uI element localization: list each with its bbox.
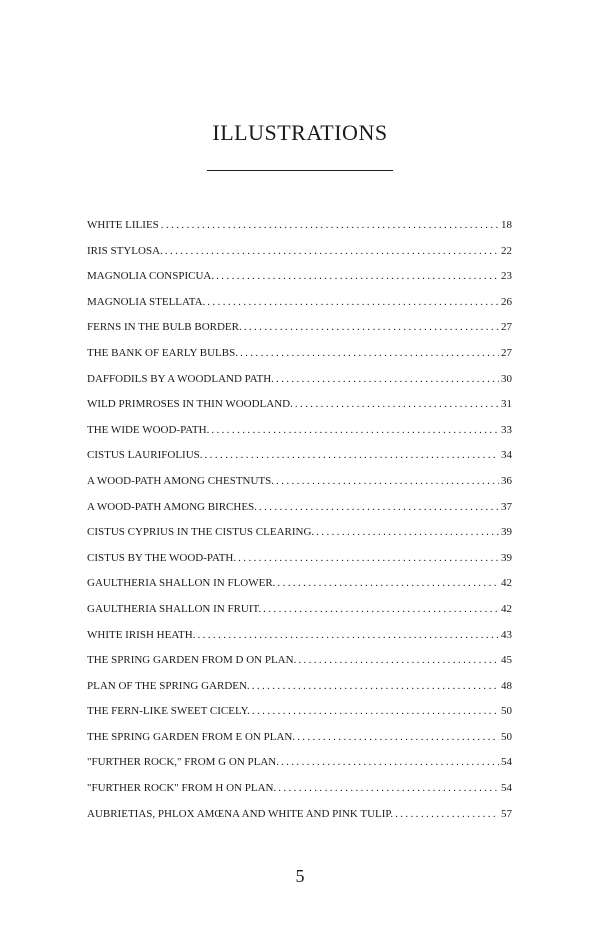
entry-title: A WOOD-PATH AMONG BIRCHES.	[87, 500, 257, 513]
list-item	[87, 216, 512, 242]
dot-leader	[165, 242, 499, 260]
list-item	[87, 600, 512, 626]
dot-leader	[211, 421, 499, 439]
dot-leader	[216, 267, 499, 285]
list-item	[87, 446, 512, 472]
dot-leader	[298, 651, 499, 669]
entry-page-number: 45	[501, 654, 512, 667]
list-item	[87, 370, 512, 396]
list-item	[87, 472, 512, 498]
entry-page-number: 30	[501, 372, 512, 385]
dot-leader	[297, 728, 499, 746]
dot-leader	[252, 677, 499, 695]
dot-leader	[316, 523, 499, 541]
entry-page-number: 39	[501, 551, 512, 564]
illustrations-list	[87, 216, 512, 830]
entry-title: FERNS IN THE BULB BORDER.	[87, 321, 242, 334]
list-item	[87, 421, 512, 447]
list-item	[87, 728, 512, 754]
list-item	[87, 293, 512, 319]
entry-title: WILD PRIMROSES IN THIN WOODLAND.	[87, 398, 293, 411]
entry-title: CISTUS LAURIFOLIUS.	[87, 449, 203, 462]
dot-leader	[259, 498, 499, 516]
entry-title: AUBRIETIAS, PHLOX AMŒNA AND WHITE AND PINK TULIP.	[87, 807, 394, 820]
entry-page-number: 18	[501, 219, 512, 231]
list-item	[87, 267, 512, 293]
list-item	[87, 242, 512, 268]
list-item	[87, 344, 512, 370]
entry-page-number: 50	[501, 730, 512, 743]
entry-title: WHITE IRISH HEATH.	[87, 628, 196, 641]
entry-page-number: 34	[501, 449, 512, 462]
page-title: ILLUSTRATIONS	[212, 120, 388, 145]
dot-leader	[295, 395, 499, 413]
entry-title: THE WIDE WOOD-PATH.	[87, 423, 210, 436]
list-item	[87, 395, 512, 421]
entry-page-number: 54	[501, 782, 512, 795]
dot-leader	[276, 370, 499, 388]
entry-page-number: 33	[501, 423, 512, 436]
list-item	[87, 498, 512, 524]
entry-page-number: 37	[501, 500, 512, 513]
dot-leader	[197, 626, 499, 644]
dot-leader	[395, 805, 499, 823]
entry-title: THE SPRING GARDEN FROM E ON PLAN.	[87, 730, 296, 743]
entry-title: "FURTHER ROCK" FROM H ON PLAN.	[87, 782, 277, 795]
page-number: 5	[295, 866, 305, 886]
dot-leader	[161, 216, 499, 234]
entry-page-number: 42	[501, 602, 512, 615]
list-item	[87, 805, 512, 831]
entry-page-number: 31	[501, 398, 512, 411]
entry-page-number: 36	[501, 474, 512, 487]
entry-page-number: 50	[501, 705, 512, 718]
entry-page-number: 42	[501, 577, 512, 590]
list-item	[87, 318, 512, 344]
dot-leader	[276, 472, 499, 490]
entry-title: GAULTHERIA SHALLON IN FLOWER.	[87, 577, 276, 590]
dot-leader	[205, 446, 499, 464]
entry-title: THE BANK OF EARLY BULBS.	[87, 346, 238, 359]
entry-page-number: 27	[501, 346, 512, 359]
entry-title: THE SPRING GARDEN FROM D ON PLAN.	[87, 654, 297, 667]
entry-page-number: 23	[501, 270, 512, 283]
dot-leader	[281, 753, 499, 771]
entry-page-number: 39	[501, 526, 512, 539]
entry-page-number: 26	[501, 295, 512, 308]
list-item	[87, 702, 512, 728]
entry-title: "FURTHER ROCK," FROM G ON PLAN.	[87, 756, 279, 769]
entry-title: CISTUS BY THE WOOD-PATH.	[87, 551, 237, 564]
list-item	[87, 651, 512, 677]
dot-leader	[207, 293, 499, 311]
entry-title: THE FERN-LIKE SWEET CICELY.	[87, 705, 250, 718]
entry-page-number: 57	[501, 807, 512, 820]
entry-page-number: 22	[501, 244, 512, 257]
dot-leader	[263, 600, 499, 618]
entry-page-number: 54	[501, 756, 512, 769]
entry-title: WHITE LILIES	[87, 219, 159, 231]
entry-title: DAFFODILS BY A WOODLAND PATH.	[87, 372, 274, 385]
list-item	[87, 677, 512, 703]
list-item	[87, 779, 512, 805]
dot-leader	[244, 318, 499, 336]
list-item	[87, 753, 512, 779]
dot-leader	[238, 549, 499, 567]
dot-leader	[278, 779, 499, 797]
title-rule	[207, 170, 393, 171]
dot-leader	[277, 574, 499, 592]
entry-title: IRIS STYLOSA.	[87, 244, 163, 257]
list-item	[87, 549, 512, 575]
list-item	[87, 574, 512, 600]
entry-title: MAGNOLIA STELLATA.	[87, 295, 206, 308]
dot-leader	[252, 702, 499, 720]
entry-title: GAULTHERIA SHALLON IN FRUIT.	[87, 602, 262, 615]
dot-leader	[240, 344, 499, 362]
entry-title: PLAN OF THE SPRING GARDEN.	[87, 679, 250, 692]
entry-title: A WOOD-PATH AMONG CHESTNUTS.	[87, 474, 275, 487]
entry-page-number: 48	[501, 679, 512, 692]
entry-title: MAGNOLIA CONSPICUA.	[87, 270, 215, 283]
list-item	[87, 523, 512, 549]
list-item	[87, 626, 512, 652]
entry-page-number: 27	[501, 321, 512, 334]
entry-page-number: 43	[501, 628, 512, 641]
entry-title: CISTUS CYPRIUS IN THE CISTUS CLEARING.	[87, 526, 315, 539]
